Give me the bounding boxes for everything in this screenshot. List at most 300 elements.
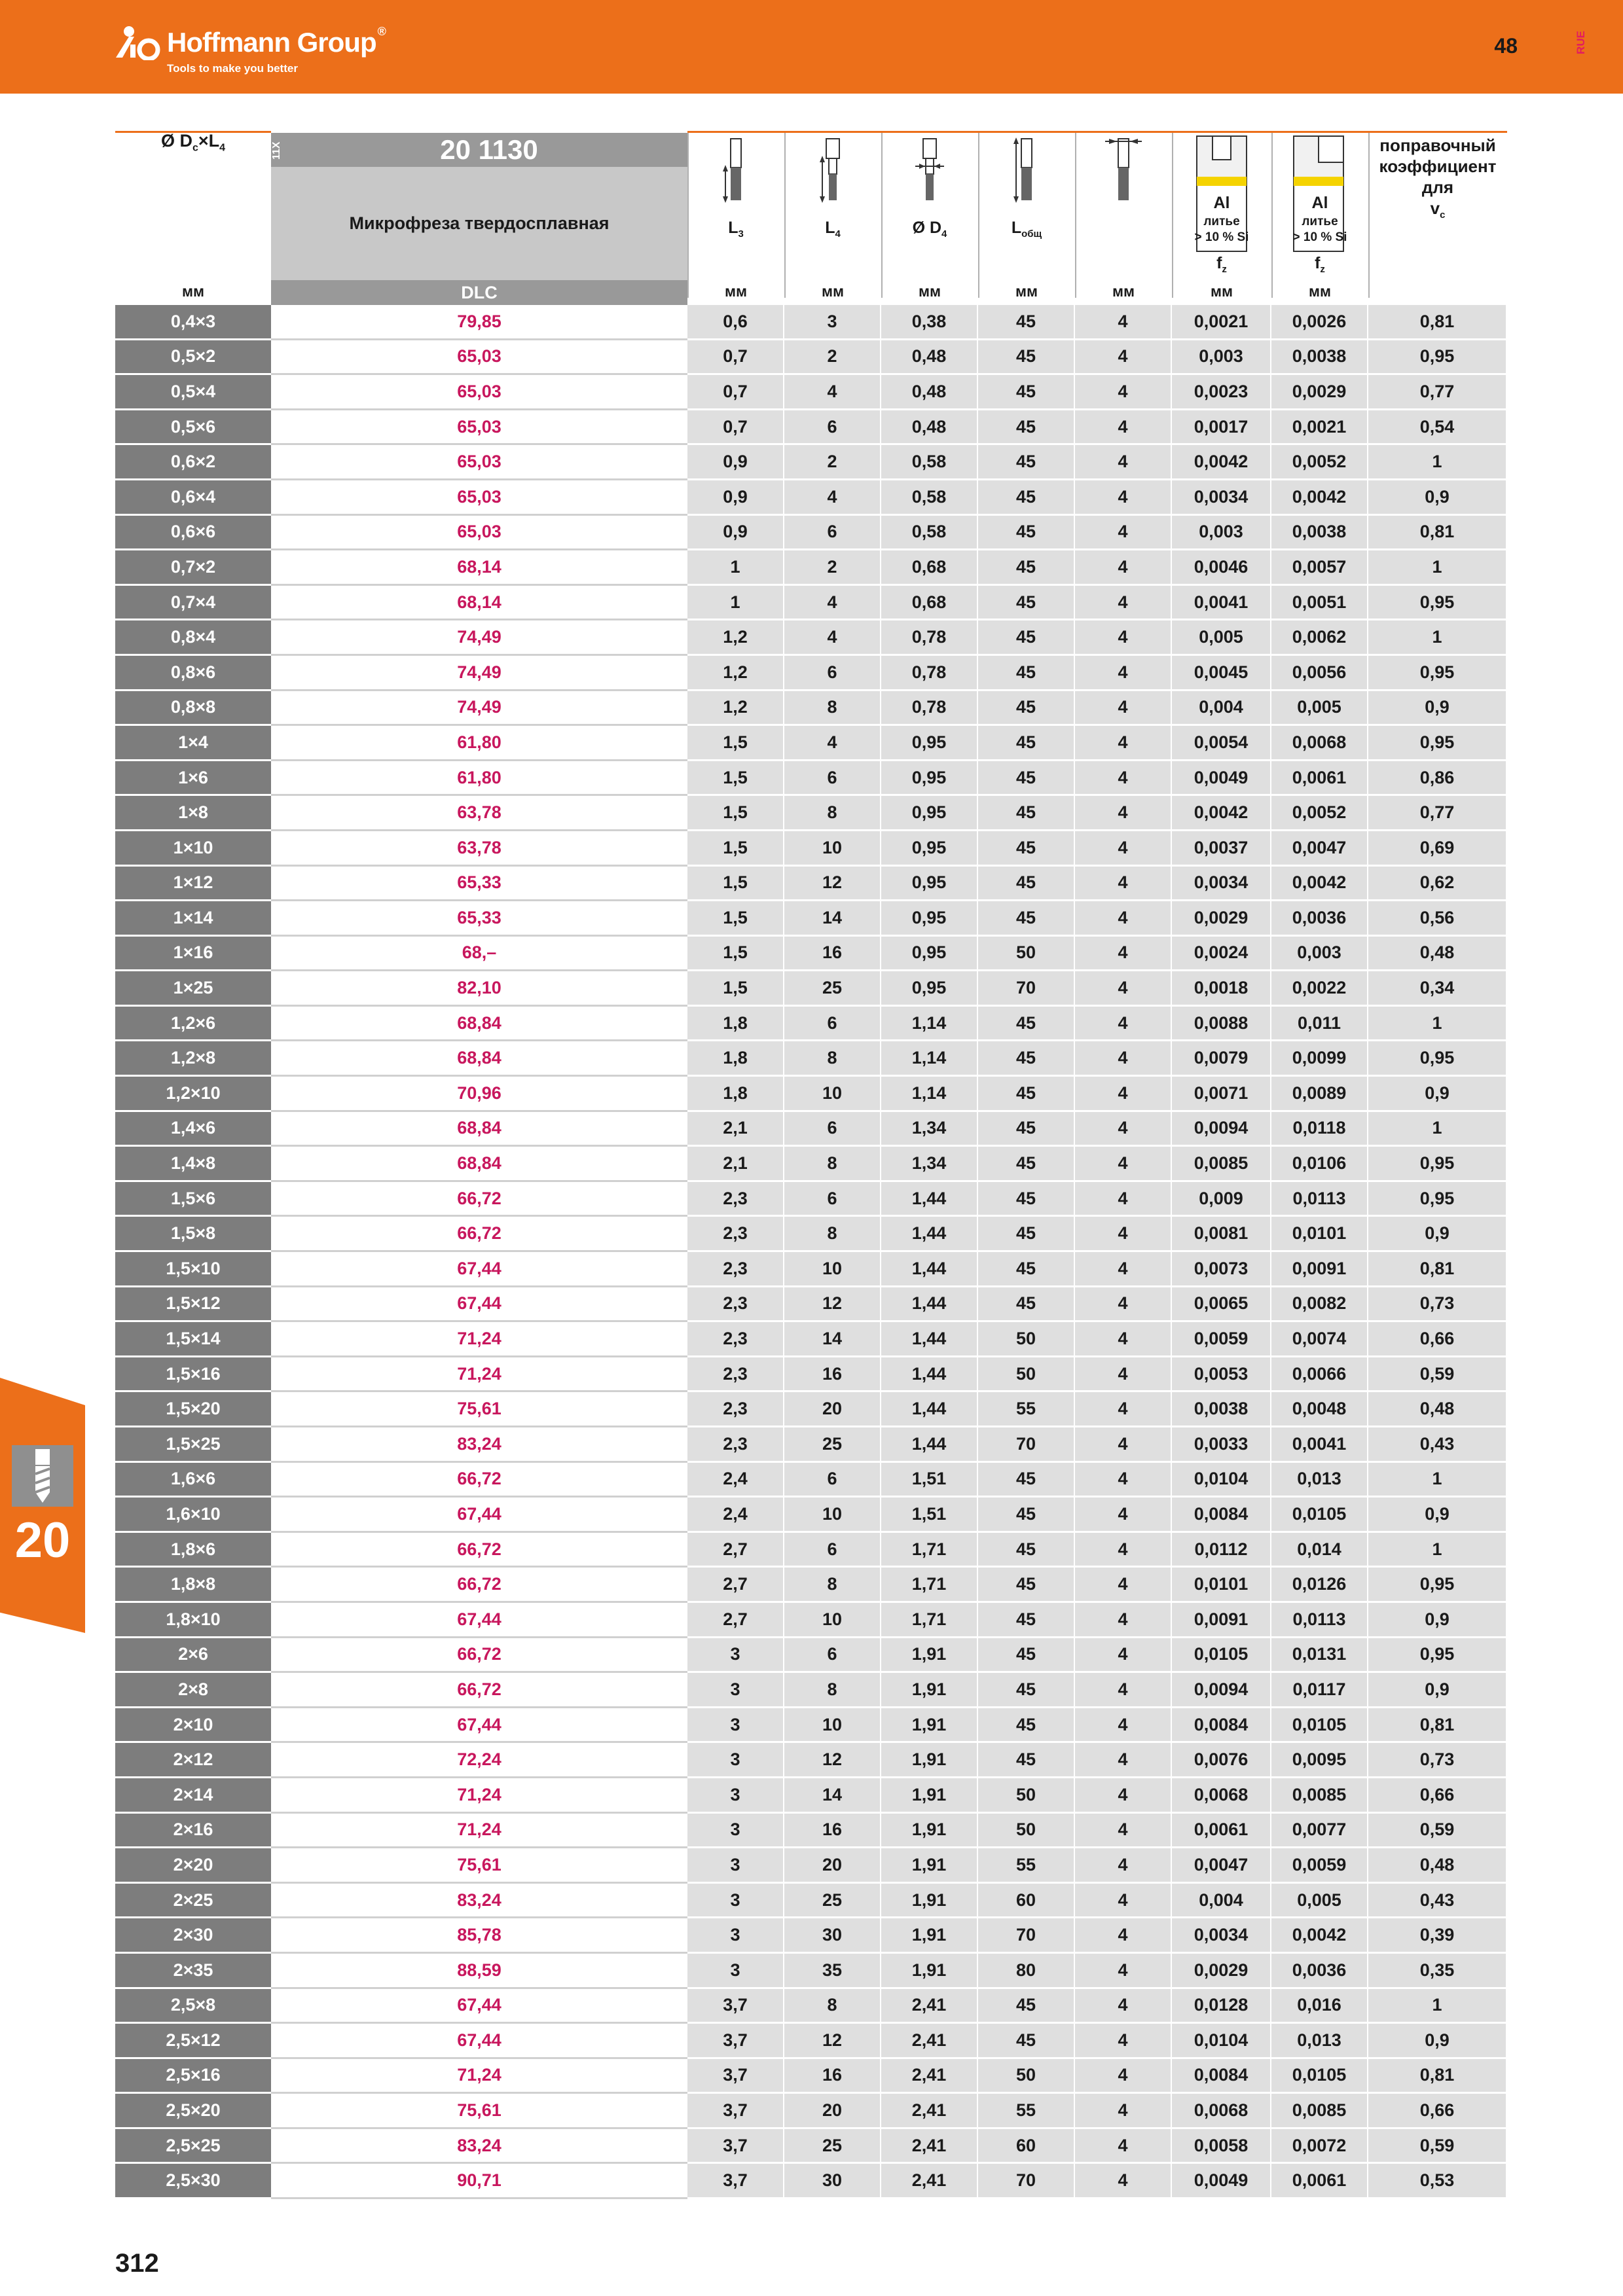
factor-cell: 0,35 — [1368, 1954, 1507, 1989]
price-cell: 67,44 — [271, 1287, 687, 1323]
l3-cell: 1,5 — [687, 831, 784, 867]
fz1-cell: 0,0053 — [1172, 1357, 1271, 1393]
price-cell: 71,24 — [271, 1322, 687, 1357]
fz2-cell: 0,0061 — [1271, 2164, 1368, 2199]
factor-cell: 0,9 — [1368, 1077, 1507, 1112]
dimension-cell: 1×12 — [115, 867, 271, 902]
l4-cell: 6 — [784, 1533, 881, 1568]
ltotal-cell: 45 — [978, 445, 1075, 480]
fz2-cell: 0,0052 — [1271, 796, 1368, 831]
catalog-page-number: 48 — [1494, 34, 1518, 58]
ltotal-cell: 45 — [978, 620, 1075, 656]
dimension-cell: 1,2×10 — [115, 1077, 271, 1112]
d4-cell: 0,58 — [881, 480, 978, 516]
end-mill-l3-icon — [723, 139, 741, 203]
shank-cell: 4 — [1075, 340, 1172, 376]
dim-sub-c: c — [192, 142, 198, 154]
d4-cell: 0,95 — [881, 971, 978, 1007]
price-cell: 88,59 — [271, 1954, 687, 1989]
d4-cell: 0,48 — [881, 410, 978, 446]
fz1-cell: 0,0059 — [1172, 1322, 1271, 1357]
fz1-cell: 0,0105 — [1172, 1638, 1271, 1674]
l3-cell: 2,3 — [687, 1287, 784, 1323]
dim-sub-4: 4 — [219, 142, 226, 154]
factor-cell: 0,95 — [1368, 1041, 1507, 1077]
d4-cell: 2,41 — [881, 2059, 978, 2094]
l4-cell: 6 — [784, 516, 881, 551]
factor-cell: 0,9 — [1368, 480, 1507, 516]
fz2-cell: 0,0051 — [1271, 586, 1368, 621]
shank-cell: 4 — [1075, 1463, 1172, 1498]
d4-cell: 0,78 — [881, 691, 978, 726]
table-row — [115, 410, 1507, 446]
l4-cell: 25 — [784, 971, 881, 1007]
l4-cell: 20 — [784, 1392, 881, 1427]
material-1-type: литье — [1203, 215, 1240, 228]
shank-cell: 4 — [1075, 726, 1172, 761]
dimension-cell: 1,5×16 — [115, 1357, 271, 1393]
price-cell: 67,44 — [271, 1252, 687, 1287]
l4-cell: 20 — [784, 2094, 881, 2129]
shank-cell: 4 — [1075, 1007, 1172, 1042]
l3-cell: 3 — [687, 1814, 784, 1849]
d4-cell: 1,91 — [881, 1918, 978, 1954]
table-row — [115, 586, 1507, 621]
fz2-cell: 0,0095 — [1271, 1743, 1368, 1778]
d4-cell: 0,95 — [881, 761, 978, 797]
table-row — [115, 1814, 1507, 1849]
fz2-cell: 0,0061 — [1271, 761, 1368, 797]
factor-cell: 0,86 — [1368, 761, 1507, 797]
fz1-cell: 0,0068 — [1172, 2094, 1271, 2129]
fz2-cell: 0,013 — [1271, 2024, 1368, 2059]
l3-cell: 2,3 — [687, 1427, 784, 1463]
shank-cell: 4 — [1075, 1077, 1172, 1112]
fz1-cell: 0,0049 — [1172, 2164, 1271, 2199]
d4-cell: 1,14 — [881, 1007, 978, 1042]
ltotal-cell: 45 — [978, 1112, 1075, 1147]
l4-cell: 25 — [784, 2129, 881, 2164]
dimension-cell: 0,5×2 — [115, 340, 271, 376]
shank-cell: 4 — [1075, 901, 1172, 937]
l4-cell: 16 — [784, 2059, 881, 2094]
l3-cell: 3,7 — [687, 2129, 784, 2164]
factor-cell: 0,66 — [1368, 1322, 1507, 1357]
l3-cell: 0,9 — [687, 516, 784, 551]
ltotal-cell: 45 — [978, 1007, 1075, 1042]
d4-cell: 0,38 — [881, 305, 978, 340]
table-row — [115, 1989, 1507, 2024]
price-cell: 72,24 — [271, 1743, 687, 1778]
ltotal-cell: 70 — [978, 1918, 1075, 1954]
shank-cell: 4 — [1075, 1603, 1172, 1638]
l3-cell: 1,2 — [687, 656, 784, 691]
price-cell: 71,24 — [271, 1814, 687, 1849]
fz2-cell: 0,0022 — [1271, 971, 1368, 1007]
fz1-cell: 0,009 — [1172, 1182, 1271, 1217]
price-cell: 74,49 — [271, 656, 687, 691]
d4-cell: 1,71 — [881, 1533, 978, 1568]
ltotal-cell: 45 — [978, 867, 1075, 902]
l4-cell: 6 — [784, 1182, 881, 1217]
dimension-cell: 2,5×16 — [115, 2059, 271, 2094]
factor-cell: 0,69 — [1368, 831, 1507, 867]
ltotal-cell: 55 — [978, 1848, 1075, 1884]
factor-cell: 0,81 — [1368, 1252, 1507, 1287]
table-row — [115, 1884, 1507, 1919]
shank-cell: 4 — [1075, 1848, 1172, 1884]
l4-cell: 14 — [784, 1322, 881, 1357]
shank-cell: 4 — [1075, 375, 1172, 410]
fz2-cell: 0,0113 — [1271, 1182, 1368, 1217]
l3-cell: 2,3 — [687, 1182, 784, 1217]
price-cell: 67,44 — [271, 2024, 687, 2059]
ltotal-cell: 45 — [978, 305, 1075, 340]
price-cell: 66,72 — [271, 1182, 687, 1217]
fz2-cell: 0,0052 — [1271, 445, 1368, 480]
coating-label: DLC — [461, 283, 498, 302]
fz2-cell: 0,0101 — [1271, 1217, 1368, 1252]
fz1-cell: 0,0046 — [1172, 550, 1271, 586]
dimension-cell: 2×20 — [115, 1848, 271, 1884]
dimension-cell: 1×25 — [115, 971, 271, 1007]
ltotal-cell: 50 — [978, 1322, 1075, 1357]
ltotal-cell: 45 — [978, 1041, 1075, 1077]
table-row — [115, 1848, 1507, 1884]
l3-cell: 2,3 — [687, 1357, 784, 1393]
table-row — [115, 1007, 1507, 1042]
l4-cell: 25 — [784, 1884, 881, 1919]
fz1-cell: 0,0084 — [1172, 1498, 1271, 1533]
table-row — [115, 1708, 1507, 1744]
unit-l4: мм — [821, 283, 845, 300]
fz1-cell: 0,0084 — [1172, 1708, 1271, 1744]
table-row — [115, 1182, 1507, 1217]
l4-cell: 20 — [784, 1848, 881, 1884]
d4-cell: 1,14 — [881, 1077, 978, 1112]
dimension-cell: 1,2×8 — [115, 1041, 271, 1077]
material-2-type: литье — [1302, 215, 1338, 228]
price-cell: 71,24 — [271, 1778, 687, 1814]
fz2-cell: 0,0042 — [1271, 480, 1368, 516]
l4-cell: 14 — [784, 901, 881, 937]
l4-cell: 4 — [784, 375, 881, 410]
dimension-cell: 1,5×25 — [115, 1427, 271, 1463]
table-row — [115, 1077, 1507, 1112]
ltotal-cell: 45 — [978, 796, 1075, 831]
d4-cell: 2,41 — [881, 2094, 978, 2129]
l4-cell: 8 — [784, 1568, 881, 1603]
d4-cell: 0,58 — [881, 516, 978, 551]
fz2-cell: 0,003 — [1271, 937, 1368, 972]
factor-cell: 0,9 — [1368, 1498, 1507, 1533]
price-cell: 65,33 — [271, 901, 687, 937]
table-row — [115, 480, 1507, 516]
shank-cell: 4 — [1075, 1743, 1172, 1778]
table-body — [115, 305, 1507, 2199]
dimension-cell: 0,6×2 — [115, 445, 271, 480]
l4-cell: 10 — [784, 831, 881, 867]
l3-cell: 2,3 — [687, 1392, 784, 1427]
price-cell: 74,49 — [271, 691, 687, 726]
fz2-cell: 0,005 — [1271, 691, 1368, 726]
l3-cell: 1,5 — [687, 726, 784, 761]
l4-cell: 8 — [784, 1217, 881, 1252]
fz2-cell: 0,0048 — [1271, 1392, 1368, 1427]
l4-cell: 25 — [784, 1427, 881, 1463]
l3-cell: 3,7 — [687, 2094, 784, 2129]
d4-cell: 0,68 — [881, 550, 978, 586]
l4-cell: 6 — [784, 1112, 881, 1147]
l4-cell: 2 — [784, 445, 881, 480]
fz1-cell: 0,0073 — [1172, 1252, 1271, 1287]
d4-cell: 0,48 — [881, 340, 978, 376]
factor-cell: 0,9 — [1368, 2024, 1507, 2059]
l4-cell: 4 — [784, 586, 881, 621]
fz1-cell: 0,0084 — [1172, 2059, 1271, 2094]
factor-cell: 0,59 — [1368, 1357, 1507, 1393]
shank-cell: 4 — [1075, 620, 1172, 656]
shank-diameter-icon — [1105, 139, 1142, 200]
d4-cell: 1,71 — [881, 1603, 978, 1638]
l4-cell: 8 — [784, 1147, 881, 1182]
fz2-cell: 0,0036 — [1271, 1954, 1368, 1989]
table-row — [115, 1743, 1507, 1778]
factor-cell: 0,95 — [1368, 656, 1507, 691]
fz2-cell: 0,0105 — [1271, 1708, 1368, 1744]
factor-cell: 0,9 — [1368, 1217, 1507, 1252]
factor-cell: 0,95 — [1368, 1568, 1507, 1603]
ltotal-cell: 50 — [978, 1814, 1075, 1849]
correction-factor-v: v — [1430, 198, 1440, 218]
table-row — [115, 656, 1507, 691]
factor-cell: 0,77 — [1368, 375, 1507, 410]
fz2-cell: 0,0029 — [1271, 375, 1368, 410]
fz2-cell: 0,0062 — [1271, 620, 1368, 656]
ltotal-cell: 45 — [978, 1217, 1075, 1252]
ltotal-cell: 45 — [978, 1638, 1075, 1674]
table-row — [115, 1217, 1507, 1252]
price-cell: 61,80 — [271, 761, 687, 797]
material-1-name: Al — [1213, 194, 1230, 212]
ltotal-cell: 45 — [978, 1182, 1075, 1217]
price-cell: 63,78 — [271, 796, 687, 831]
fz1-cell: 0,0128 — [1172, 1989, 1271, 2024]
ltotal-cell: 45 — [978, 1463, 1075, 1498]
price-cell: 65,03 — [271, 445, 687, 480]
table-row — [115, 445, 1507, 480]
table-row — [115, 2024, 1507, 2059]
price-cell: 82,10 — [271, 971, 687, 1007]
ltotal-cell: 55 — [978, 2094, 1075, 2129]
fz1-cell: 0,0058 — [1172, 2129, 1271, 2164]
shank-cell: 4 — [1075, 2024, 1172, 2059]
dimension-cell: 2×10 — [115, 1708, 271, 1744]
table-row — [115, 937, 1507, 972]
price-cell: 68,84 — [271, 1041, 687, 1077]
shank-cell: 4 — [1075, 1638, 1172, 1674]
l4-cell: 4 — [784, 620, 881, 656]
l3-cell: 0,9 — [687, 480, 784, 516]
l3-cell: 2,7 — [687, 1603, 784, 1638]
dimension-cell: 1×14 — [115, 901, 271, 937]
correction-factor-header — [1368, 135, 1507, 226]
fz1-cell: 0,003 — [1172, 340, 1271, 376]
ltotal-cell: 45 — [978, 586, 1075, 621]
l3-cell: 1,2 — [687, 620, 784, 656]
fz2-cell: 0,0105 — [1271, 1498, 1368, 1533]
material-2-si: > 10 % Si — [1292, 230, 1347, 244]
factor-cell: 0,59 — [1368, 1814, 1507, 1849]
table-row — [115, 2059, 1507, 2094]
price-cell: 66,72 — [271, 1673, 687, 1708]
fz1-cell: 0,004 — [1172, 1884, 1271, 1919]
dimension-cell: 2,5×25 — [115, 2129, 271, 2164]
price-cell: 75,61 — [271, 2094, 687, 2129]
l4-cell: 10 — [784, 1077, 881, 1112]
factor-cell: 0,95 — [1368, 1182, 1507, 1217]
fz2-cell: 0,0113 — [1271, 1603, 1368, 1638]
l4-cell: 12 — [784, 2024, 881, 2059]
table-row — [115, 2129, 1507, 2164]
d4-cell: 1,71 — [881, 1568, 978, 1603]
fz1-cell: 0,0042 — [1172, 796, 1271, 831]
price-cell: 83,24 — [271, 1884, 687, 1919]
l4-cell: 14 — [784, 1778, 881, 1814]
shank-cell: 4 — [1075, 445, 1172, 480]
table-row — [115, 1778, 1507, 1814]
fz1-cell: 0,0017 — [1172, 410, 1271, 446]
fz2-cell: 0,0047 — [1271, 831, 1368, 867]
l3-cell: 3,7 — [687, 2059, 784, 2094]
dimension-cell: 0,7×2 — [115, 550, 271, 586]
factor-cell: 0,62 — [1368, 867, 1507, 902]
l3-cell: 0,7 — [687, 375, 784, 410]
l3-cell: 2,3 — [687, 1217, 784, 1252]
dimension-cell: 1×10 — [115, 831, 271, 867]
dimension-cell: 0,8×6 — [115, 656, 271, 691]
price-cell: 67,44 — [271, 1708, 687, 1744]
fz2-cell: 0,0021 — [1271, 410, 1368, 446]
factor-cell: 0,66 — [1368, 1778, 1507, 1814]
fz1-cell: 0,0041 — [1172, 586, 1271, 621]
ltotal-cell: 45 — [978, 1603, 1075, 1638]
fz1-cell: 0,0065 — [1172, 1287, 1271, 1323]
price-cell: 68,84 — [271, 1007, 687, 1042]
fz1-cell: 0,0034 — [1172, 480, 1271, 516]
table-row — [115, 1041, 1507, 1077]
factor-cell: 0,48 — [1368, 1392, 1507, 1427]
factor-cell: 0,54 — [1368, 410, 1507, 446]
shank-cell: 4 — [1075, 586, 1172, 621]
fz1-cell: 0,0021 — [1172, 305, 1271, 340]
factor-cell: 1 — [1368, 1533, 1507, 1568]
shank-cell: 4 — [1075, 1357, 1172, 1393]
l3-cell: 3 — [687, 1778, 784, 1814]
d4-cell: 0,68 — [881, 586, 978, 621]
product-description: Микрофреза твердосплавная — [349, 213, 610, 233]
fz2-cell: 0,0042 — [1271, 1918, 1368, 1954]
l3-cell: 0,6 — [687, 305, 784, 340]
l3-cell: 1,5 — [687, 971, 784, 1007]
shank-cell: 4 — [1075, 2129, 1172, 2164]
shank-cell: 4 — [1075, 971, 1172, 1007]
factor-cell: 0,95 — [1368, 1638, 1507, 1674]
l4-cell: 35 — [784, 1954, 881, 1989]
factor-cell: 1 — [1368, 1112, 1507, 1147]
factor-cell: 0,56 — [1368, 901, 1507, 937]
shank-cell: 4 — [1075, 1533, 1172, 1568]
d4-cell: 1,34 — [881, 1147, 978, 1182]
fz2-cell: 0,0074 — [1271, 1322, 1368, 1357]
dimension-cell: 1,8×10 — [115, 1603, 271, 1638]
neck-diameter-icon — [915, 139, 944, 200]
brand-name: Hoffmann Group — [167, 27, 376, 58]
dimension-cell: 2,5×8 — [115, 1989, 271, 2024]
d4-cell: 1,44 — [881, 1427, 978, 1463]
price-cell: 68,– — [271, 937, 687, 972]
ltotal-cell: 45 — [978, 656, 1075, 691]
l3-cell: 3 — [687, 1884, 784, 1919]
shank-cell: 4 — [1075, 1041, 1172, 1077]
l3-cell: 1,8 — [687, 1041, 784, 1077]
shank-cell: 4 — [1075, 937, 1172, 972]
table-row — [115, 1463, 1507, 1498]
dimension-cell: 1×16 — [115, 937, 271, 972]
l4-cell: 8 — [784, 1041, 881, 1077]
fz2-cell: 0,016 — [1271, 1989, 1368, 2024]
factor-cell: 0,95 — [1368, 340, 1507, 376]
l3-cell: 1 — [687, 550, 784, 586]
price-cell: 75,61 — [271, 1392, 687, 1427]
factor-cell: 0,48 — [1368, 937, 1507, 972]
l3-cell: 1,8 — [687, 1007, 784, 1042]
d4-cell: 1,91 — [881, 1778, 978, 1814]
table-row — [115, 1568, 1507, 1603]
fz2-cell: 0,0041 — [1271, 1427, 1368, 1463]
shank-cell: 4 — [1075, 2059, 1172, 2094]
fz2-cell: 0,0072 — [1271, 2129, 1368, 2164]
ltotal-cell: 45 — [978, 1568, 1075, 1603]
d4-cell: 1,51 — [881, 1498, 978, 1533]
l4-cell: 10 — [784, 1252, 881, 1287]
d4-cell: 1,44 — [881, 1217, 978, 1252]
shank-cell: 4 — [1075, 480, 1172, 516]
fz2-cell: 0,0118 — [1271, 1112, 1368, 1147]
dimension-cell: 1×8 — [115, 796, 271, 831]
ltotal-cell: 45 — [978, 1989, 1075, 2024]
table-row — [115, 1918, 1507, 1954]
ltotal-cell: 45 — [978, 1147, 1075, 1182]
shank-cell: 4 — [1075, 516, 1172, 551]
fz2-cell: 0,0082 — [1271, 1287, 1368, 1323]
fz1-cell: 0,0029 — [1172, 901, 1271, 937]
l3-cell: 1,5 — [687, 867, 784, 902]
article-number: 20 1130 — [440, 134, 538, 165]
dimension-cell: 0,7×4 — [115, 586, 271, 621]
l3-cell: 2,4 — [687, 1498, 784, 1533]
shank-cell: 4 — [1075, 550, 1172, 586]
table-row — [115, 1427, 1507, 1463]
material-1-si: > 10 % Si — [1194, 230, 1249, 244]
price-cell: 68,14 — [271, 586, 687, 621]
fz1-cell: 0,0038 — [1172, 1392, 1271, 1427]
ltotal-cell: 55 — [978, 1392, 1075, 1427]
ltotal-cell: 45 — [978, 1287, 1075, 1323]
ltotal-cell: 45 — [978, 1533, 1075, 1568]
fz1-cell: 0,005 — [1172, 620, 1271, 656]
fz2-cell: 0,005 — [1271, 1884, 1368, 1919]
